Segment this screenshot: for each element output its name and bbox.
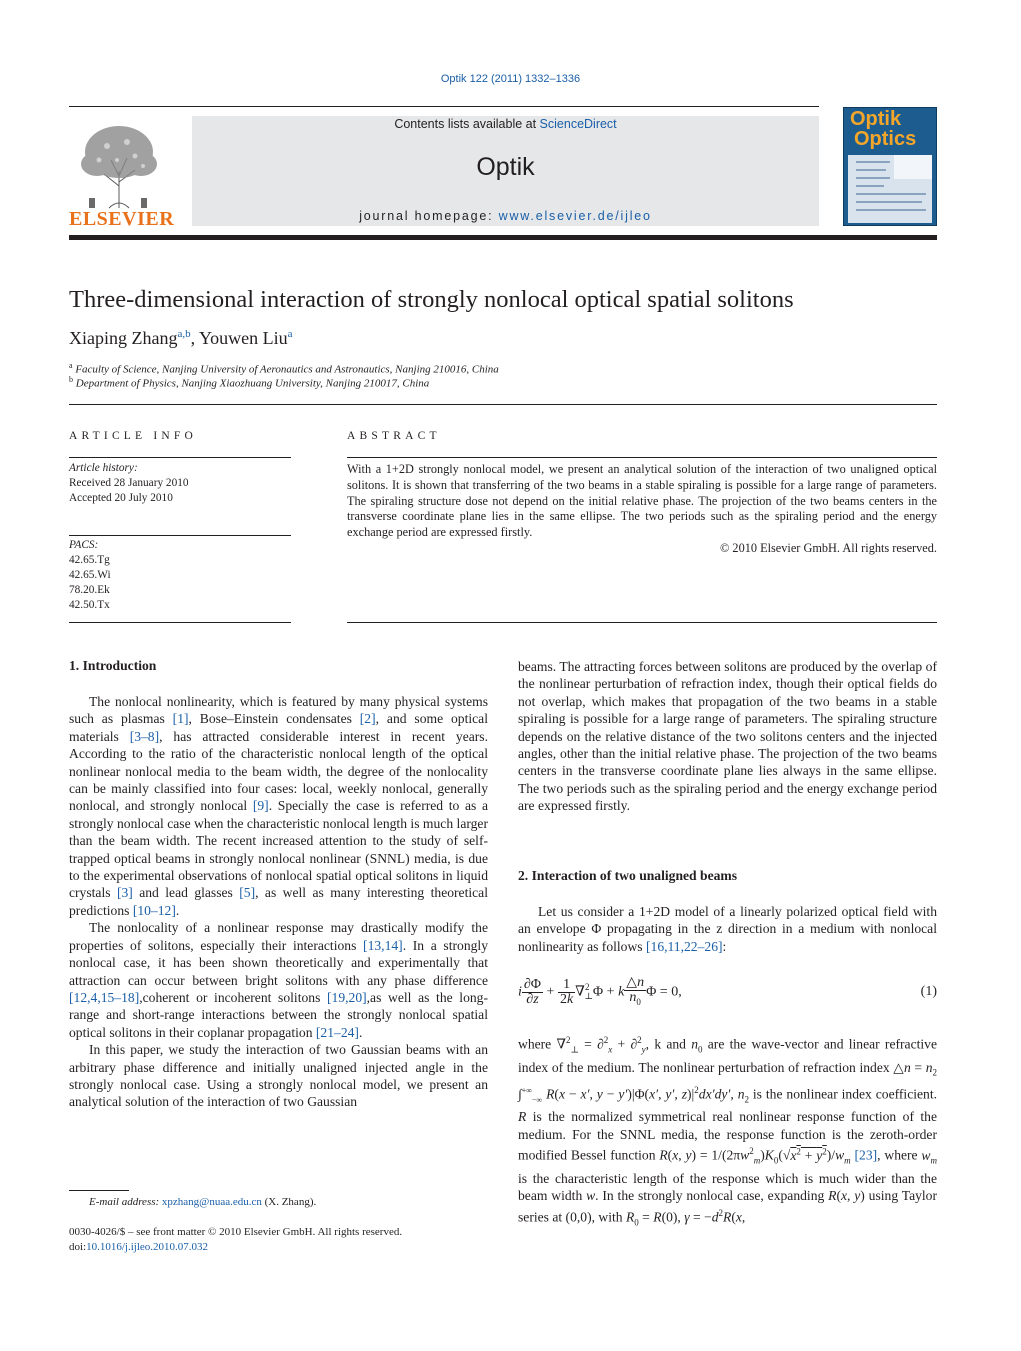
pacs-code: 42.65.Wi: [69, 569, 111, 581]
citation-link[interactable]: [1]: [172, 711, 189, 727]
info-rule: [69, 535, 291, 536]
paragraph: In this paper, we study the interaction of two Gaussian beams with an arbitrary phase difference and initially unaligned injected angle in the strongly nonlocal case. Using a strongly nonlocal model, we present an analytical solution of the interaction of two Gaussian: [69, 1042, 488, 1110]
author-affil-mark[interactable]: a,b: [177, 328, 191, 340]
citation-link[interactable]: [5]: [239, 885, 256, 901]
section-heading-introduction: 1. Introduction: [69, 658, 157, 673]
introduction-continued: [518, 658, 937, 815]
journal-reference[interactable]: Optik 122 (2011) 1332–1336: [440, 73, 581, 85]
article-history: [69, 461, 291, 506]
section2-paragraph: [518, 903, 937, 955]
pacs-label: PACS:: [69, 539, 99, 551]
section2-paragraph: [518, 1032, 937, 1231]
contents-line: [192, 117, 819, 131]
header-rule: [69, 106, 819, 107]
affiliation-b: [69, 375, 429, 390]
author-name[interactable]: Youwen Liu: [198, 328, 288, 348]
header-thick-rule: [69, 235, 937, 240]
footnote-email: [69, 1196, 316, 1208]
info-rule: [69, 457, 291, 458]
abstract-heading: ABSTRACT: [347, 430, 441, 442]
paragraph: The nonlocal nonlinearity, which is featured by many physical systems such as plasmas [1], Bose–Einstein condensates [2], and some optical materials [3–8], has attracted considerable interest in recent years. According to the ratio of the characteristic nonlocal length of the optical nonlinear nonlocal media to the beam width, the degree of the nonlocality can be mainly classified into four cases: local, weekly nonlocal, generally nonlocal, and strongly nonlocal [9]. Specially the case is referred to as a strongly nonlocal case when the characteristic nonlocal length is much larger than the beam width. The recent increased attention to the study of self-trapped optical beams in strongly nonlocal nonlinear (SNNL) media, is due to the experimental observations of nonlocal spatial optical solitons in liquid crystals [3] and lead glasses [5], as well as many interesting theoretical predictions [10–12].: [69, 694, 489, 918]
affiliation-a: [69, 361, 499, 376]
contents-prefix: Contents lists available at: [394, 117, 540, 131]
email-link[interactable]: xpzhang@nuaa.edu.cn: [161, 1196, 262, 1208]
footnote-rule: [69, 1190, 129, 1191]
history-label: Article history:: [69, 462, 138, 474]
homepage-link[interactable]: www.elsevier.de/ijleo: [498, 209, 652, 223]
author-name[interactable]: Xiaping Zhang: [69, 328, 178, 348]
doi-link[interactable]: 10.1016/j.ijleo.2010.07.032: [86, 1241, 209, 1253]
article-info-heading: ARTICLE INFO: [69, 430, 197, 442]
citation-link[interactable]: [3]: [116, 885, 133, 901]
cover-inset: [894, 155, 932, 179]
pacs-list: [69, 538, 291, 613]
accepted-date: Accepted 20 July 2010: [69, 492, 173, 504]
publisher-logo-text: ELSEVIER: [69, 208, 175, 230]
affil-mark: b: [69, 375, 73, 384]
section-heading-interaction: 2. Interaction of two unaligned beams: [518, 868, 738, 883]
doi-prefix: doi:: [69, 1241, 87, 1253]
info-rule: [69, 622, 291, 623]
abstract-text: With a 1+2D strongly nonlocal model, we present an analytical solution of the interaction of two unaligned optical solitons. It is shown that transferring of the two beams in a stable spiraling is possible for a large range of parameters. The spiraling structure dose not depend on the initial relative phase. The projection of the two beams centers in the transverse coordinate plane lies in the same ellipse. The two periods such as the spiraling period and the energy exchange period are expressed firstly.: [347, 462, 937, 540]
citation-link[interactable]: [13,14]: [363, 937, 403, 953]
author-affil-mark[interactable]: a: [287, 328, 293, 340]
citation-link[interactable]: [3–8]: [129, 728, 160, 744]
author-list: Xiaping Zhang$^{a,b}$, Youwen Liu$^a$: [69, 328, 293, 348]
journal-name: Optik: [476, 153, 535, 181]
pacs-code: 78.20.Ek: [69, 584, 110, 596]
citation-link[interactable]: [12,4,15–18]: [69, 989, 140, 1005]
abstract-copyright: © 2010 Elsevier GmbH. All rights reserved.: [720, 541, 937, 555]
abstract-rule: [347, 622, 937, 623]
title-rule: [69, 404, 937, 405]
equation-1: i $\frac{\partial\Phi}{\partial z}$ + $\frac{1}{2k}$ ∇$^2_\perp$Φ + k $\frac{\triangle n}{n_0}$ Φ = 0, (1): [518, 975, 937, 1007]
email-owner: (X. Zhang).: [264, 1196, 317, 1208]
abstract-rule: [347, 457, 937, 458]
affil-mark: a: [69, 361, 73, 370]
pacs-code: 42.50.Tx: [69, 599, 110, 611]
doi-line: [69, 1241, 208, 1253]
received-date: Received 28 January 2010: [69, 477, 189, 489]
equation-number: (1): [920, 984, 937, 999]
email-label: E-mail address:: [89, 1196, 160, 1208]
issn-line: 0030-4026/$ – see front matter © 2010 Elsevier GmbH. All rights reserved.: [69, 1226, 403, 1238]
citation-link[interactable]: [16,11,22–26]: [646, 938, 723, 954]
journal-cover-thumbnail[interactable]: [843, 107, 937, 226]
paragraph: where ∇$^2_\perp$ = ∂$^2_x$ + ∂$^2_y$, k and $n_0$ are the wave-vector and linear refractive index of the medium. The nonlinear perturbation of refraction index △n = $n_2$ $\int^{+\infty}_{-\infty}$ R(x − x′, y − y′)|Φ(x′, y′, $z)|^2dx'dy'$, $n_2$ is the nonlinear index coefficient. R is the normalized symmetrical real nonlinear response function of the medium. For the SNNL media, the response function is the zeroth-order modified Bessel function R(x, $y) = 1/(2\pi w^2_m)K_0(√x^2 + y^2)/w_m$ [23], where $w_m$ is the characteristic length of the response which is much wider than the beam width w. In the strongly nonlocal case, expanding R(x, y) using Taylor series at (0,0), with $R_0 = R(0)$, $\gamma = -d^2R(x$,: [518, 1035, 938, 1227]
cover-title: Optik: [850, 108, 902, 130]
homepage-prefix: journal homepage:: [359, 209, 499, 223]
citation-link[interactable]: [21–24]: [315, 1024, 359, 1040]
citation-link[interactable]: [23]: [854, 1147, 878, 1163]
paragraph: The nonlocality of a nonlinear response may drastically modify the properties of solitons, especially their interactions [13,14]. In a strongly nonlocal case, it has been shown theoretically and experimentally that attraction can occur between bright solitons with any phase difference [12,4,15–18],coherent or incoherent solitons [19,20],as well as the long-range and short-range interactions between the strongly nonlocal spatial optical solitons in their coplanar propagation [21–24].: [69, 920, 488, 1040]
paragraph: beams. The attracting forces between solitons are produced by the overlap of the nonlinear perturbation of refraction index, though their optical fields do not overlap, which makes that propagation of the two beams in a stable spiraling is possible for a large range of parameters. The spiraling structure depends on the relative distance of the two solitons centers and the injected angles, other than the initial relative phase. The projection of the two beams centers in the transverse coordinate plane lies always in the same ellipse. The two periods such as the spiraling period and the energy exchange period are expressed firstly.: [518, 659, 937, 814]
article-title: Three-dimensional interaction of strongly nonlocal optical spatial solitons: [69, 286, 794, 313]
affil-text: Department of Physics, Nanjing Xiaozhuang University, Nanjing 210017, China: [75, 377, 430, 390]
citation-link[interactable]: [9]: [252, 798, 269, 814]
citation-link[interactable]: [19,20]: [327, 989, 367, 1005]
citation-link[interactable]: [10–12]: [132, 902, 176, 918]
sciencedirect-link[interactable]: ScienceDirect: [539, 117, 617, 131]
homepage-line: [192, 209, 819, 223]
citation-link[interactable]: [2]: [359, 711, 376, 727]
introduction-body: [69, 693, 488, 1111]
paragraph: Let us consider a 1+2D model of a linearly polarized optical field with an envelope Φ propagating in the z direction in a medium with nonlocal nonlinearity as follows [16,11,22–26]:: [518, 904, 937, 954]
pacs-code: 42.65.Tg: [69, 554, 110, 566]
cover-subtitle: Optics: [854, 128, 917, 150]
affil-text: Faculty of Science, Nanjing University of Aeronautics and Astronautics, Nanjing 210016, China: [75, 363, 499, 376]
